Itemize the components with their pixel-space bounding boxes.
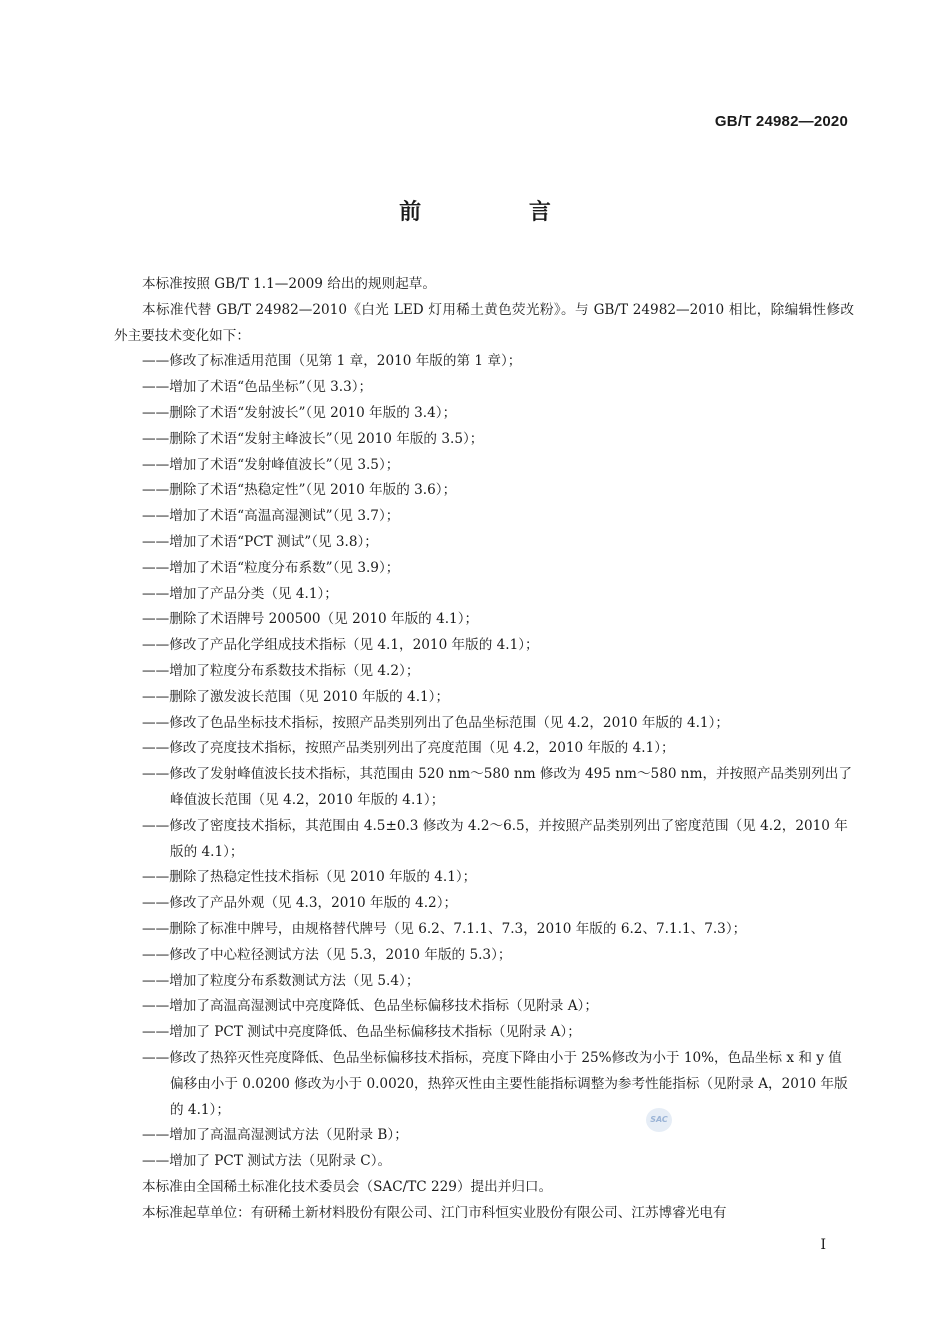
list-item: ——删除了术语“热稳定性”（见 2010 年版的 3.6）； xyxy=(142,482,457,499)
document-body xyxy=(114,272,854,1226)
paragraph: 本标准按照 GB/T 1.1—2009 给出的规则起草。 xyxy=(142,276,436,292)
list-item: ——修改了产品外观（见 4.3，2010 年版的 4.2）； xyxy=(142,895,458,912)
list-item: ——修改了中心粒径测试方法（见 5.3，2010 年版的 5.3）； xyxy=(142,946,512,963)
list-item: ——修改了色品坐标技术指标，按照产品类别列出了色品坐标范围（见 4.2，2010 年版的 4.1）； xyxy=(142,714,729,731)
paragraph: 本标准由全国稀土标准化技术委员会（SAC/TC 229）提出并归口。 xyxy=(142,1178,553,1195)
list-item: ——增加了粒度分布系数技术指标（见 4.2）； xyxy=(142,662,420,679)
list-item: ——增加了术语“PCT 测试”（见 3.8）； xyxy=(142,533,378,550)
list-item: ——删除了标准中牌号，由规格替代牌号（见 6.2、7.1.1、7.3，2010 年版的 6.2、7.1.1、7.3）； xyxy=(142,920,747,937)
list-item: ——增加了术语“粒度分布系数”（见 3.9）； xyxy=(142,559,400,576)
list-item: ——修改了发射峰值波长技术指标，其范围由 520 nm～580 nm 修改为 495 nm～580 nm，并按照产品类别列出了峰值波长范围（见 4.2，2010 年版的 4.1）； xyxy=(142,766,852,808)
paragraph: 本标准代替 GB/T 24982—2010《白光 LED 灯用稀土黄色荧光粉》。与 GB/T 24982—2010 相比，除编辑性修改外主要技术变化如下： xyxy=(114,301,854,344)
list-item: ——修改了亮度技术指标，按照产品类别列出了亮度范围（见 4.2，2010 年版的 4.1）； xyxy=(142,740,675,757)
paragraph: 本标准起草单位：有研稀土新材料股份有限公司、江门市科恒实业股份有限公司、江苏博睿光电有 xyxy=(142,1204,727,1221)
list-item: ——删除了激发波长范围（见 2010 年版的 4.1）； xyxy=(142,688,450,705)
page-title: 前 言 xyxy=(399,200,601,225)
list-item: ——修改了密度技术指标，其范围由 4.5±0.3 修改为 4.2～6.5，并按照产品类别列出了密度范围（见 4.2，2010 年版的 4.1）； xyxy=(142,817,848,860)
list-item: ——增加了术语“高温高湿测试”（见 3.7）； xyxy=(142,508,400,525)
list-item: ——增加了术语“发射峰值波长”（见 3.5）； xyxy=(142,456,400,473)
list-item: ——增加了产品分类（见 4.1）； xyxy=(142,585,338,602)
list-item: ——修改了产品化学组成技术指标（见 4.1，2010 年版的 4.1）； xyxy=(142,637,539,654)
standard-number: GB/T 24982—2020 xyxy=(714,113,848,130)
list-item: ——修改了标准适用范围（见第 1 章，2010 年版的第 1 章）； xyxy=(142,353,522,370)
list-item: ——删除了术语“发射主峰波长”（见 2010 年版的 3.5）； xyxy=(142,430,484,447)
sac-watermark-logo: SAC xyxy=(646,1108,672,1132)
list-item: ——增加了高温高湿测试方法（见附录 B）； xyxy=(142,1127,408,1144)
list-item: ——修改了热猝灭性亮度降低、色品坐标偏移技术指标，亮度下降由小于 25%修改为小于 10%，色品坐标 x 和 y 值偏移由小于 0.0200 修改为小于 0.0020，热猝灭性由主要性能指标调整为参考性能指标（见附录 A，2010 年版的 4.1）； xyxy=(142,1049,848,1118)
list-item: ——增加了 PCT 测试方法（见附录 C）。 xyxy=(142,1153,392,1170)
list-item: ——增加了 PCT 测试中亮度降低、色品坐标偏移技术指标（见附录 A）； xyxy=(142,1024,581,1041)
list-item: ——删除了术语“发射波长”（见 2010 年版的 3.4）； xyxy=(142,404,457,421)
list-item: ——增加了高温高湿测试中亮度降低、色品坐标偏移技术指标（见附录 A）； xyxy=(142,998,598,1015)
list-item: ——删除了热稳定性技术指标（见 2010 年版的 4.1）； xyxy=(142,869,477,886)
list-item: ——增加了术语“色品坐标”（见 3.3）； xyxy=(142,379,373,396)
list-item: ——增加了粒度分布系数测试方法（见 5.4）； xyxy=(142,972,420,989)
changes-list xyxy=(114,349,854,1175)
list-item: ——删除了术语牌号 200500（见 2010 年版的 4.1）； xyxy=(142,611,479,628)
page-number: I xyxy=(820,1237,826,1253)
